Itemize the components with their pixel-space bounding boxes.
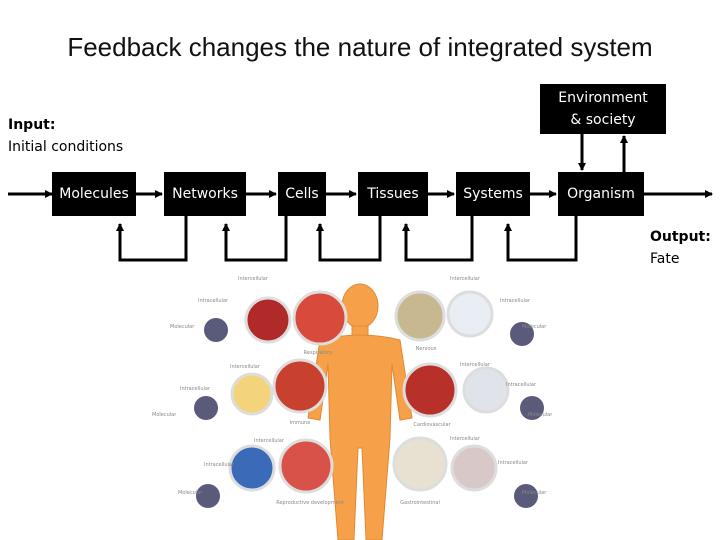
feedback-loop — [320, 216, 380, 260]
reproductive-icon — [280, 440, 332, 492]
left-label: Intracellular — [180, 386, 211, 392]
environment-line2: & society — [570, 112, 636, 128]
output-text: Fate — [650, 251, 680, 267]
system-label-reproductive: Reproductive development — [276, 500, 344, 506]
feedback-loops — [120, 216, 576, 260]
left-label: Molecular — [152, 412, 177, 418]
lungs-icon — [294, 292, 346, 344]
left-label: Molecular — [170, 324, 195, 330]
stage-systems: Systems — [456, 172, 530, 216]
stage-cells: Cells — [278, 172, 326, 216]
left-label: Molecular — [178, 490, 203, 496]
right-label: Intracellular — [498, 460, 529, 466]
feedback-loop — [406, 216, 472, 260]
environment-line1: Environment — [558, 90, 648, 106]
molecule-icon — [196, 484, 220, 508]
blood-vessel-icon — [464, 368, 508, 412]
system-label-nervous: Nervous — [415, 346, 437, 352]
stomach-icon — [394, 438, 446, 490]
molecule-icon — [514, 484, 538, 508]
brain-tissue-icon — [396, 292, 444, 340]
right-label: Intracellular — [500, 298, 531, 304]
system-label-respiratory: Respiratory — [303, 350, 333, 356]
human-systems-figure — [150, 268, 570, 540]
heart-left-icon — [274, 360, 326, 412]
feedback-loop — [226, 216, 286, 260]
stage-tissues: Tissues — [358, 172, 428, 216]
left-label: Intracellular — [198, 298, 229, 304]
right-label: Intercellular — [450, 436, 480, 442]
feedback-loop — [508, 216, 576, 260]
cell-icon — [232, 374, 272, 414]
system-label-immune: Immune — [289, 420, 311, 426]
right-label: Molecular — [522, 324, 547, 330]
right-label: Molecular — [522, 490, 547, 496]
left-label: Intracellular — [204, 462, 235, 468]
right-label: Intracellular — [506, 382, 537, 388]
right-label: Intercellular — [450, 276, 480, 282]
input-heading: Input: — [8, 117, 56, 133]
output-heading: Output: — [650, 229, 711, 245]
heart-right-icon — [404, 364, 456, 416]
right-label: Intercellular — [460, 362, 490, 368]
stage-molecules: Molecules — [52, 172, 136, 216]
neuron-icon — [448, 292, 492, 336]
slide-title: Feedback changes the nature of integrated system — [67, 32, 653, 62]
molecule-icon — [194, 396, 218, 420]
system-label-gastrointestinal: Gastrointestinal — [400, 500, 440, 506]
left-label: Intercellular — [238, 276, 268, 282]
left-label: Intercellular — [230, 364, 260, 370]
left-label: Intercellular — [254, 438, 284, 444]
stage-networks: Networks — [164, 172, 246, 216]
feedback-diagram — [0, 0, 720, 268]
right-label: Molecular — [528, 412, 553, 418]
feedback-loop — [120, 216, 186, 260]
molecule-icon — [204, 318, 228, 342]
environment-box — [540, 84, 666, 134]
stage-organism: Organism — [558, 172, 644, 216]
gut-cell-icon — [452, 446, 496, 490]
input-text: Initial conditions — [8, 139, 124, 155]
left-organ-cluster — [194, 292, 346, 508]
cell-blue-icon — [230, 446, 274, 490]
brain-cross-section-icon — [246, 298, 290, 342]
system-label-cardiovascular: Cardiovascular — [413, 422, 451, 428]
